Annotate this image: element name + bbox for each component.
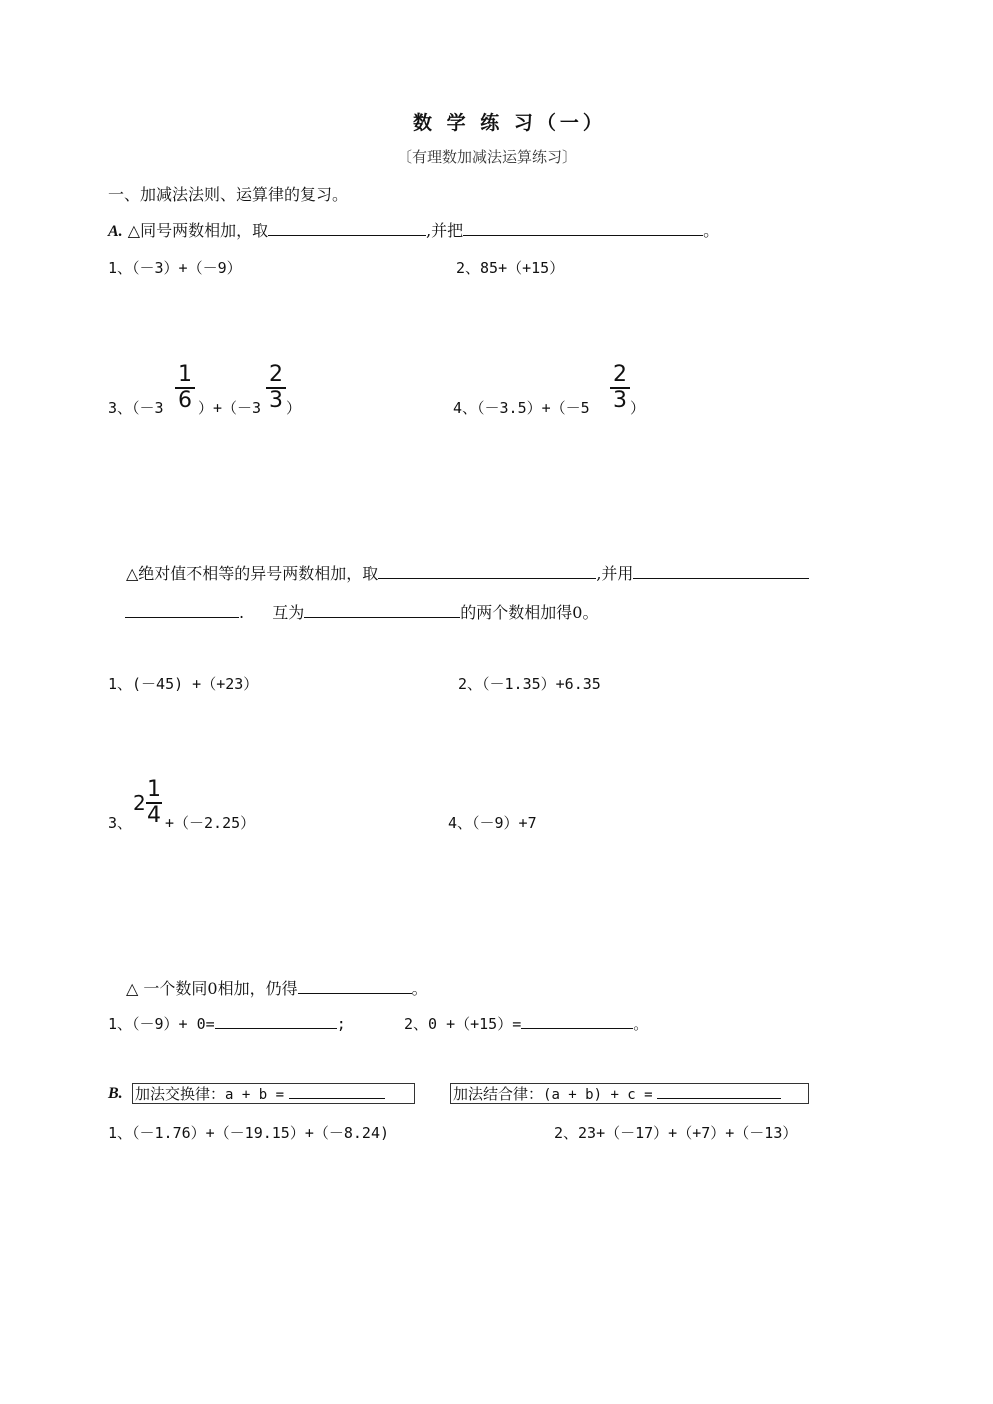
answer-blank[interactable] xyxy=(289,1085,385,1099)
part-a-label: A. xyxy=(108,223,123,240)
problem-a3-suffix: ） xyxy=(286,399,302,417)
commutative-law-label: 加法交换律： xyxy=(135,1085,226,1103)
answer-blank[interactable] xyxy=(304,602,460,618)
problem-c2-text: 2、0 +（+15）= xyxy=(404,1015,522,1033)
answer-blank[interactable] xyxy=(463,220,703,236)
problem-b3: 3、 xyxy=(108,814,133,832)
problem-a4-suffix: ） xyxy=(630,399,646,417)
problem-b4: 4、（－9）+7 xyxy=(448,814,537,832)
fraction-denominator: 3 xyxy=(269,388,283,413)
problem-b2: 2、（－1.35）+6.35 xyxy=(458,675,601,693)
answer-blank[interactable] xyxy=(633,563,809,579)
problem-c1 xyxy=(108,1013,346,1034)
rule-same-sign-end: 。 xyxy=(703,221,720,240)
associative-law-expr: (a + b) + c = xyxy=(543,1087,653,1103)
section-heading: 一、加减法法则、运算律的复习。 xyxy=(108,185,349,204)
problem-a2: 2、85+（+15） xyxy=(456,259,565,277)
rule-same-sign-mid: ,并把 xyxy=(426,221,464,240)
fraction-denominator: 3 xyxy=(613,388,627,413)
rule-same-sign-text: △同号两数相加，取 xyxy=(127,221,269,240)
page-title: 数 学 练 习（一） xyxy=(413,112,606,134)
problem-c1-end: ; xyxy=(336,1015,346,1033)
problem-d2: 2、23+（－17）+（+7）+（－13） xyxy=(554,1124,798,1142)
fraction-numerator: 1 xyxy=(147,777,161,802)
problem-c1-text: 1、（－9）+ 0= xyxy=(108,1015,215,1033)
fraction-numerator: 2 xyxy=(269,362,283,387)
rule-add-zero-text: △ 一个数同0相加，仍得 xyxy=(126,979,298,998)
rule-opposite-sign xyxy=(126,561,809,584)
fraction-numerator: 2 xyxy=(613,362,627,387)
rule-add-zero xyxy=(126,976,428,999)
problem-a3 xyxy=(108,397,164,418)
fraction-two-thirds xyxy=(266,364,286,412)
problem-d1: 1、（－1.76）+（－19.15）+（－8.24) xyxy=(108,1124,390,1142)
rule-mutual-end: 的两个数相加得0。 xyxy=(460,603,599,622)
fraction-denominator: 6 xyxy=(178,388,192,413)
problem-b1: 1、(－45) +（+23） xyxy=(108,675,259,693)
fraction-numerator: 1 xyxy=(178,362,192,387)
answer-blank[interactable] xyxy=(298,978,412,994)
rule-line2-end: . xyxy=(239,603,245,622)
fraction-two-thirds xyxy=(610,364,630,412)
rule-opposite-sign-line2 xyxy=(125,600,598,623)
answer-blank[interactable] xyxy=(378,563,596,579)
problem-a1: 1、（－3）+（－9） xyxy=(108,259,242,277)
answer-blank[interactable] xyxy=(215,1013,337,1029)
answer-blank[interactable] xyxy=(521,1013,633,1029)
problem-c2-end: 。 xyxy=(633,1015,649,1033)
problem-a4: 4、（－3.5）+（－5 xyxy=(453,399,590,417)
problem-c2 xyxy=(404,1013,648,1034)
associative-law-label: 加法结合律： xyxy=(453,1085,544,1103)
rule-opposite-sign-text: △绝对值不相等的异号两数相加，取 xyxy=(126,564,379,583)
problem-a3-prefix: 3、（－3 xyxy=(108,399,164,417)
part-b-label: B. xyxy=(108,1085,123,1102)
fraction-denominator: 4 xyxy=(147,803,161,828)
associative-law-box xyxy=(450,1083,809,1104)
problem-b3-suffix: +（－2.25） xyxy=(165,814,256,832)
rule-opposite-sign-mid: ,并用 xyxy=(596,564,634,583)
answer-blank[interactable] xyxy=(657,1085,781,1099)
commutative-law-expr: a + b = xyxy=(225,1087,285,1103)
answer-blank[interactable] xyxy=(125,602,239,618)
commutative-law-box xyxy=(132,1083,415,1104)
rule-add-zero-end: 。 xyxy=(411,979,428,998)
fraction-one-sixth xyxy=(175,364,195,412)
problem-a3-mid: ）+（－3 xyxy=(198,399,262,417)
answer-blank[interactable] xyxy=(268,220,426,236)
fraction-one-quarter xyxy=(146,779,162,827)
page-subtitle: 〔有理数加减法运算练习〕 xyxy=(397,148,578,166)
mixed-number-whole: 2 xyxy=(133,791,146,815)
rule-same-sign xyxy=(108,218,719,241)
rule-mutual-label: 互为 xyxy=(272,603,305,622)
